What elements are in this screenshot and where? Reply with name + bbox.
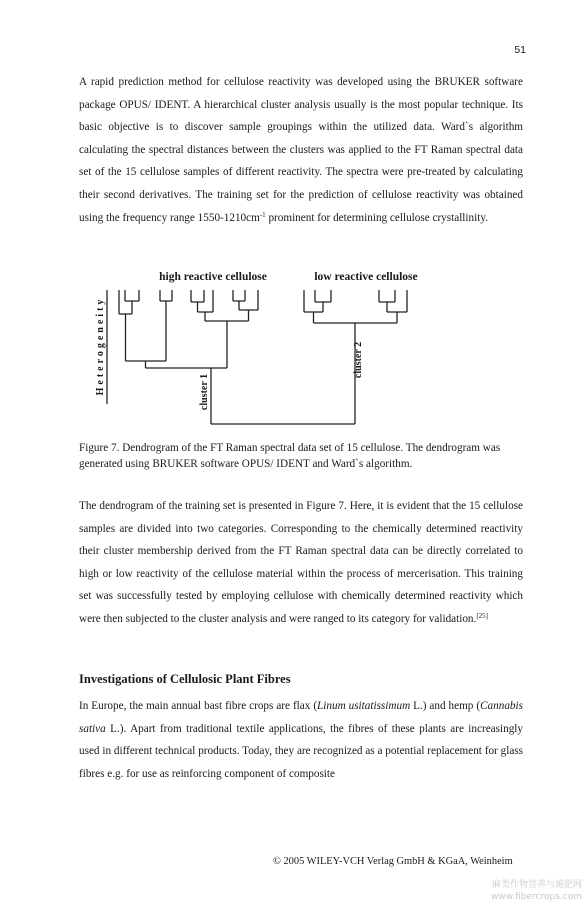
citation-ref: [25] [476,611,488,620]
paragraph-plant-fibres [79,695,523,785]
paragraph-reactivity-method [79,71,523,229]
paragraph-text: prominent for determining cellulose crystallinity. [265,211,489,224]
y-axis-label: Heterogeneity [95,296,106,396]
section-heading: Investigations of Cellulosic Plant Fibres [79,672,291,686]
figure-caption: Figure 7. Dendrogram of the FT Raman spectral data set of 15 cellulose. The dendrogram was generated using BRUKER software OPUS/ IDENT and Ward`s algorithm. [79,442,501,470]
paragraph-text: L.) and hemp ( [410,700,481,712]
paragraph-text: A rapid prediction method for cellulose reactivity was developed using the BRUKER software package OPUS/ IDENT. A hierarchical cluster analysis usually is the most popular technique. Its basic objective is to discover sample groupings within the utilized data. Ward`s algorithm calculating the spectral distances between the clusters was applied to the FT Raman spectral data set of the 15 cellulose samples of different reactivity. The spectra were pre-treated by calculating their second derivatives. The training set for the prediction of cellulose reactivity was obtained using the frequency range 1550-1210cm [79,76,523,224]
label-high-reactive: high reactive cellulose [159,271,267,283]
watermark-line-1: 麻类作物营养与施肥网 [491,880,582,890]
page-number: 51 [514,44,526,56]
species-name: Cannabis sativa [79,700,523,735]
species-name: Linum usitatissimum [317,700,411,712]
paragraph-text: L.). Apart from traditional textile applications, the fibres of these plants are increasingly used in different technical products. Today, they are recognized as a potential replacement for glass fibres e.g. for use as reinforcing component of composite [79,722,523,780]
dendrogram-figure [90,262,430,434]
paragraph-dendrogram-results [79,495,523,631]
watermark [491,879,582,903]
cluster1-label: cluster 1 [199,373,210,411]
copyright-footer: © 2005 WILEY-VCH Verlag GmbH & KGaA, Weinheim [273,856,513,867]
superscript-exponent: -1 [259,210,266,219]
paragraph-text: In Europe, the main annual bast fibre crops are flax ( [79,700,318,712]
watermark-line-2: www.fibercrops.com [491,892,582,902]
cluster2-label: cluster 2 [353,341,364,379]
label-low-reactive: low reactive cellulose [314,271,418,283]
paragraph-text: The dendrogram of the training set is presented in Figure 7. Here, it is evident that the 15 cellulose samples are divided into two categories. Corresponding to the chemically determined reactivity their cluster membership derived from the FT Raman spectral data can be directly correlated to high or low reactivity of the cellulose material within the process of mercerisation. This training set was successfully tested by employing cellulose with chemically determined reactivity which were then subjected to the cluster analysis and were ranged to its category for validation. [79,500,523,625]
